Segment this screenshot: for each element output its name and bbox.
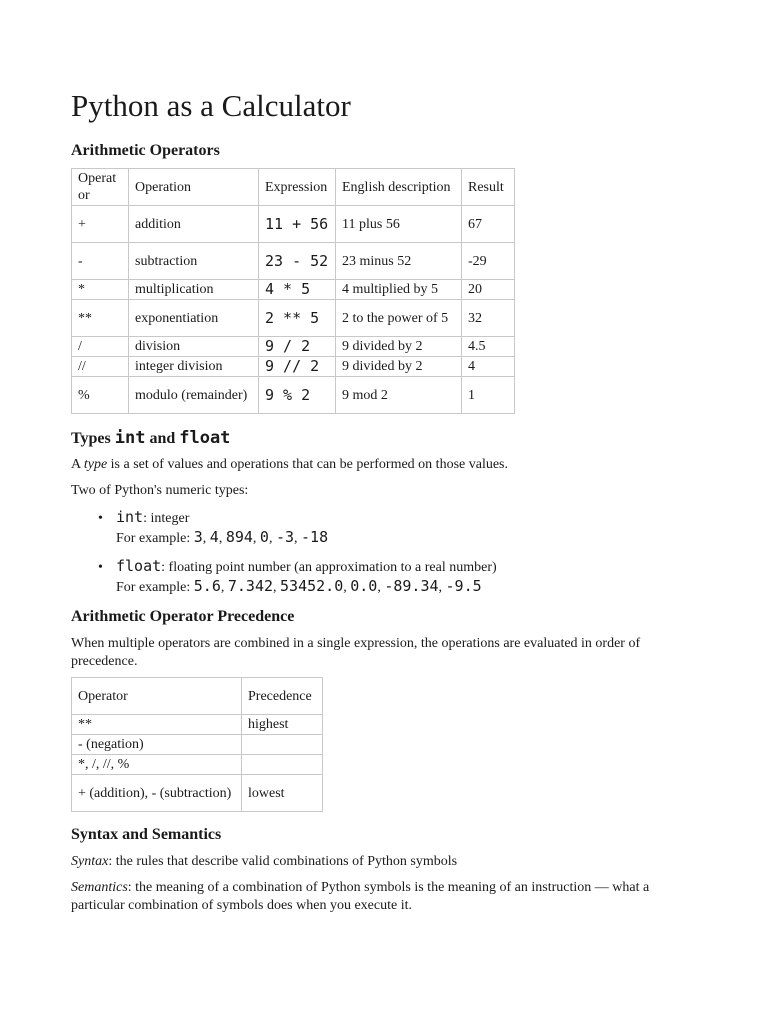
cell-op: * — [72, 280, 129, 300]
table-row — [72, 357, 515, 377]
example-value: 53452.0 — [280, 577, 344, 595]
syntax-definition: Syntax: the rules that describe valid combinations of Python symbols — [71, 854, 458, 869]
example-value: -3 — [275, 528, 295, 546]
type-definition: A type is a set of values and operations that can be performed on those values. — [71, 457, 508, 472]
bullet-icon: • — [98, 560, 103, 575]
column-header: Expression — [259, 169, 336, 206]
example-value: 4 — [209, 528, 219, 546]
bullet-icon: • — [98, 511, 103, 526]
page-title: Python as a Calculator — [71, 88, 351, 123]
cell-expr: 9 % 2 — [259, 377, 336, 414]
table-row — [72, 337, 515, 357]
cell-english: 4 multiplied by 5 — [336, 280, 462, 300]
cell-result: 4.5 — [462, 337, 515, 357]
column-header: Operator — [72, 678, 242, 715]
table-header-row — [72, 678, 323, 715]
cell-english: 9 mod 2 — [336, 377, 462, 414]
cell-level: lowest — [242, 775, 323, 812]
cell-operation: exponentiation — [129, 300, 259, 337]
list-item: • int: integer For example: 3, 4, 894, 0, -3, -18 — [98, 508, 329, 546]
cell-expr: 4 * 5 — [259, 280, 336, 300]
cell-result: 32 — [462, 300, 515, 337]
table-row — [72, 280, 515, 300]
type-description: : integer — [143, 511, 190, 526]
example-value: 0 — [259, 528, 269, 546]
cell-result: 20 — [462, 280, 515, 300]
table-row — [72, 715, 323, 735]
example-label: For example: — [116, 531, 194, 546]
cell-english: 11 plus 56 — [336, 206, 462, 243]
column-header: English description — [336, 169, 462, 206]
arithmetic-table — [71, 168, 515, 414]
table-row — [72, 775, 323, 812]
example-value: -9.5 — [445, 577, 482, 595]
example-value: -89.34 — [384, 577, 439, 595]
type-name: float — [116, 557, 162, 575]
cell-level — [242, 735, 323, 755]
table-row — [72, 300, 515, 337]
table-row — [72, 377, 515, 414]
cell-operation: multiplication — [129, 280, 259, 300]
precedence-heading: Arithmetic Operator Precedence — [71, 608, 295, 625]
column-header: Operation — [129, 169, 259, 206]
cell-op: *, /, //, % — [72, 755, 242, 775]
cell-op: - — [72, 243, 129, 280]
table-row — [72, 755, 323, 775]
cell-operation: integer division — [129, 357, 259, 377]
cell-operation: addition — [129, 206, 259, 243]
cell-english: 2 to the power of 5 — [336, 300, 462, 337]
cell-expr: 23 - 52 — [259, 243, 336, 280]
column-header: Result — [462, 169, 515, 206]
cell-english: 9 divided by 2 — [336, 337, 462, 357]
cell-op: + — [72, 206, 129, 243]
table-row — [72, 735, 323, 755]
precedence-table — [71, 677, 323, 812]
cell-result: -29 — [462, 243, 515, 280]
type-description: : floating point number (an approximation to a real number) — [161, 560, 497, 575]
cell-expr: 9 / 2 — [259, 337, 336, 357]
table-row — [72, 206, 515, 243]
cell-expr: 9 // 2 — [259, 357, 336, 377]
column-header: Operator — [72, 169, 129, 206]
cell-op: / — [72, 337, 129, 357]
example-value: 3 — [193, 528, 203, 546]
cell-english: 23 minus 52 — [336, 243, 462, 280]
cell-result: 67 — [462, 206, 515, 243]
cell-level — [242, 755, 323, 775]
precedence-intro: When multiple operators are combined in a single expression, the operations are evaluated in order of precedence. — [71, 636, 641, 669]
cell-operation: division — [129, 337, 259, 357]
numeric-types-intro: Two of Python's numeric types: — [71, 483, 249, 498]
cell-english: 9 divided by 2 — [336, 357, 462, 377]
cell-op: + (addition), - (subtraction) — [72, 775, 242, 812]
cell-expr: 2 ** 5 — [259, 300, 336, 337]
types-heading: Types int and float — [71, 428, 231, 448]
cell-op: // — [72, 357, 129, 377]
cell-op: ** — [72, 300, 129, 337]
table-row — [72, 243, 515, 280]
arithmetic-heading: Arithmetic Operators — [71, 142, 220, 159]
example-label: For example: — [116, 580, 194, 595]
cell-op: % — [72, 377, 129, 414]
example-value: 7.342 — [227, 577, 274, 595]
cell-expr: 11 + 56 — [259, 206, 336, 243]
example-value: 5.6 — [193, 577, 221, 595]
syntax-heading: Syntax and Semantics — [71, 826, 222, 843]
cell-op: ** — [72, 715, 242, 735]
cell-result: 1 — [462, 377, 515, 414]
cell-op: - (negation) — [72, 735, 242, 755]
example-value: 894 — [225, 528, 253, 546]
type-name: int — [116, 508, 144, 526]
cell-level: highest — [242, 715, 323, 735]
table-header-row — [72, 169, 515, 206]
semantics-definition: Semantics: the meaning of a combination of Python symbols is the meaning of an instruction — what a particular combination of symbols does when you execute it. — [71, 880, 650, 913]
example-value: 0.0 — [350, 577, 378, 595]
list-item: • float: floating point number (an approximation to a real number) For example: 5.6, 7.342, 53452.0, 0.0, -89.34, -9.5 — [98, 557, 497, 595]
numeric-types-list — [71, 508, 691, 606]
cell-result: 4 — [462, 357, 515, 377]
example-value: -18 — [301, 528, 329, 546]
cell-operation: modulo (remainder) — [129, 377, 259, 414]
cell-operation: subtraction — [129, 243, 259, 280]
column-header: Precedence — [242, 678, 323, 715]
